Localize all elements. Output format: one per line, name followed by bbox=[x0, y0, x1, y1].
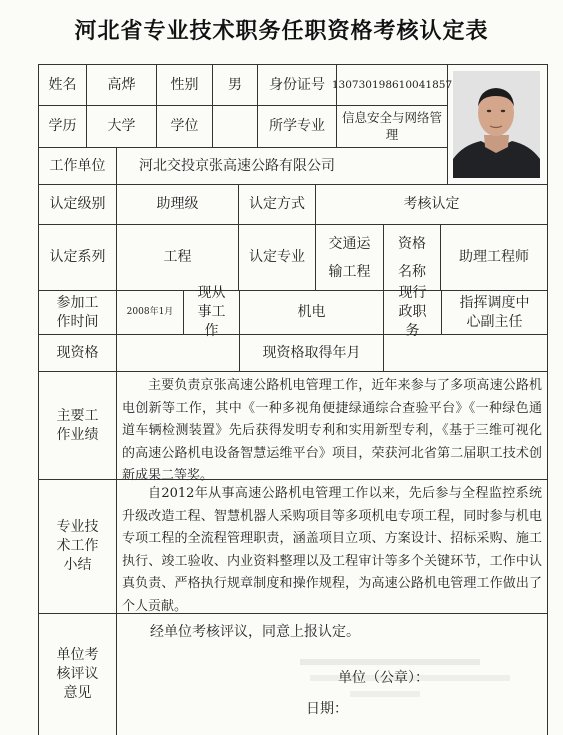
qualification-date-value bbox=[383, 334, 548, 372]
start-work-value: 2008年1月 bbox=[116, 290, 184, 335]
id-label: 身份证号 bbox=[257, 64, 337, 106]
series-label: 认定系列 bbox=[38, 224, 117, 291]
level-label: 认定级别 bbox=[38, 184, 117, 225]
name-value: 高烨 bbox=[86, 64, 157, 106]
position-value: 指挥调度中心副主任 bbox=[441, 290, 548, 335]
work-unit-label: 工作单位 bbox=[38, 147, 117, 185]
date-label: 日期： bbox=[306, 701, 348, 717]
education-label: 学历 bbox=[38, 105, 87, 148]
work-unit-value: 河北交投京张高速公路有限公司 bbox=[116, 147, 448, 185]
current-qualification-value bbox=[116, 334, 240, 372]
form-title: 河北省专业技术职务任职资格考核认定表 bbox=[74, 19, 489, 44]
level-value: 助理级 bbox=[116, 184, 239, 225]
portrait-photo bbox=[453, 71, 540, 178]
current-work-label: 现从事工作 bbox=[183, 290, 240, 335]
degree-value bbox=[212, 105, 258, 148]
gender-value: 男 bbox=[212, 64, 258, 106]
major-label: 所学专业 bbox=[257, 105, 337, 148]
specialty-value: 交通运输工程 bbox=[315, 224, 384, 291]
name-label: 姓名 bbox=[38, 64, 87, 106]
position-label: 现行政职务 bbox=[383, 290, 442, 335]
opinion-label: 单位考核评议意见 bbox=[38, 613, 117, 735]
seal-label: 单位（公章）： bbox=[338, 670, 429, 686]
qualification-date-label: 现资格取得年月 bbox=[239, 334, 384, 372]
achievements-text: 主要负责京张高速公路机电管理工作，近年来参与了多项高速公路机电创新等工作，其中《一种多视角便捷绿通综合查验平台》《一种绿色通道车辆检测装置》先后获得发明专利和实用新型专利，《基于三维可视化的高速公路机电设备智慧运维平台》项目，荣获河北省第二届职工技术创新成果二等奖。 bbox=[122, 378, 542, 483]
method-label: 认定方式 bbox=[238, 184, 316, 225]
method-value: 考核认定 bbox=[315, 184, 548, 225]
start-work-label: 参加工作时间 bbox=[38, 290, 117, 335]
education-value: 大学 bbox=[86, 105, 157, 148]
series-value: 工程 bbox=[116, 224, 239, 291]
current-qualification-label: 现资格 bbox=[38, 334, 117, 372]
current-work-value: 机电 bbox=[239, 290, 384, 335]
major-value: 信息安全与网络管理 bbox=[336, 105, 448, 148]
summary-text: 自2012年从事高速公路机电管理工作以来，先后参与全程监控系统升级改造工程、智慧机器人采购项目等多项机电专项工程，同时参与机电专项工程的全流程管理职责，涵盖项目立项、方案设计、招标采购、施工执行、竣工验收、内业资料整理以及工程审计等多个关键环节，工作中认真负责、严格执行规章制度和操作规程，为高速公路机电管理工作做出了个人贡献。 bbox=[122, 486, 542, 614]
achievements-label: 主要工作业绩 bbox=[38, 371, 117, 480]
qualification-label: 资格名称 bbox=[383, 224, 441, 291]
summary-label: 专业技术工作小结 bbox=[38, 479, 117, 614]
qualification-value: 助理工程师 bbox=[440, 224, 548, 291]
gender-label: 性别 bbox=[156, 64, 213, 106]
opinion-text: 经单位考核评议，同意上报认定。 bbox=[150, 624, 360, 640]
id-value: 130730198610041857 bbox=[336, 64, 448, 106]
specialty-label: 认定专业 bbox=[238, 224, 316, 291]
degree-label: 学位 bbox=[156, 105, 213, 148]
